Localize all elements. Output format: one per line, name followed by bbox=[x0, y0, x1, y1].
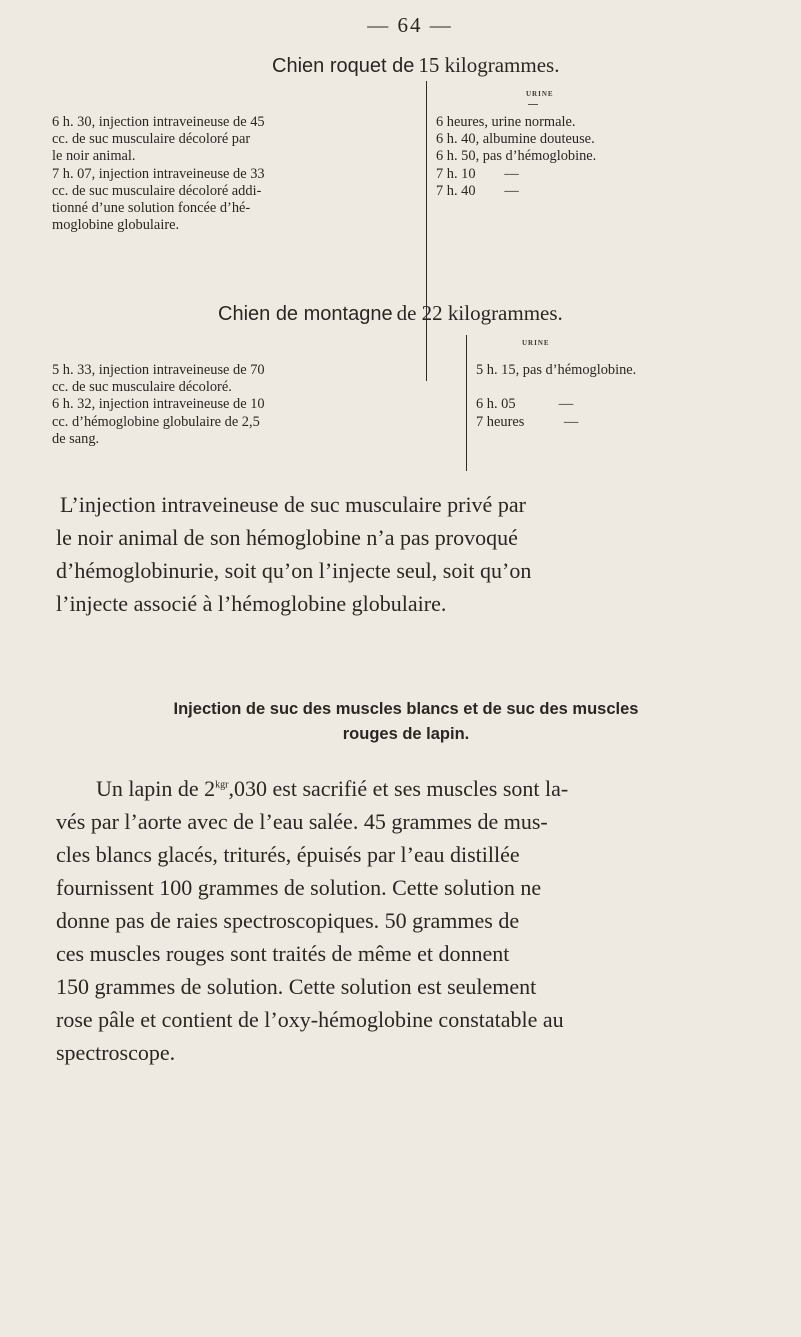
paragraph-line: 150 grammes de solution. Cette solution est seulement bbox=[56, 974, 537, 999]
section-heading-line: rouges de lapin. bbox=[342, 725, 470, 743]
table1-title bbox=[272, 53, 559, 78]
table2-left-line: 5 h. 33, injection intraveineuse de 70 bbox=[52, 362, 265, 378]
table2-right-line: 6 h. 05 — bbox=[476, 396, 574, 413]
paragraph-first-line bbox=[56, 772, 756, 805]
paragraph-line: cles blancs glacés, triturés, épuisés par l’eau distillée bbox=[56, 842, 520, 867]
table1-right-line: 6 heures, urine normale. bbox=[436, 114, 576, 130]
table2-title bbox=[218, 301, 563, 326]
table1-left-line: cc. de suc musculaire décoloré par bbox=[52, 131, 251, 148]
table1-right-line: 6 h. 50, pas d’hémoglobine. bbox=[436, 148, 597, 165]
table2-right-line bbox=[476, 379, 636, 396]
table1-left-line: tionné d’une solution foncée d’hé- bbox=[52, 200, 251, 217]
text-fragment: Un lapin de 2 bbox=[96, 776, 216, 801]
table1-column-divider bbox=[426, 81, 427, 381]
table1-left-line: 7 h. 07, injection intraveineuse de 33 bbox=[52, 165, 265, 182]
table1-title-weight: 15 kilogrammes. bbox=[418, 53, 560, 77]
text-fragment: ,030 est sacrifié et ses muscles sont la- bbox=[228, 776, 569, 801]
paragraph-conclusion bbox=[56, 488, 756, 620]
table2-left-line: 6 h. 32, injection intraveineuse de 10 bbox=[52, 396, 265, 413]
table2-title-weight: de 22 kilogrammes. bbox=[396, 301, 563, 325]
table1-right-line: 7 h. 40 — bbox=[436, 182, 519, 199]
table1-title-dog: Chien roquet de bbox=[272, 55, 415, 77]
table1-left-column bbox=[52, 114, 265, 234]
paragraph-line: ces muscles rouges sont traités de même et donnent bbox=[56, 941, 510, 966]
table2-right-column bbox=[476, 362, 636, 431]
table1-right-line: 7 h. 10 — bbox=[436, 165, 519, 182]
paragraph-line: rose pâle et contient de l’oxy-hémoglobine constatable au bbox=[56, 1007, 564, 1032]
paragraph-line: l’injecte associé à l’hémoglobine globulaire. bbox=[56, 591, 447, 616]
paragraph-line: spectroscope. bbox=[56, 1040, 176, 1065]
table2-left-line: de sang. bbox=[52, 430, 100, 447]
paragraph-experiment bbox=[56, 772, 756, 1069]
table1-header-dash bbox=[528, 104, 538, 105]
paragraph-line: L’injection intraveineuse de suc musculaire privé par bbox=[60, 492, 526, 517]
table1-right-column bbox=[436, 114, 596, 200]
table2-right-line: 5 h. 15, pas d’hémoglobine. bbox=[476, 362, 637, 378]
table1-left-line: le noir animal. bbox=[52, 148, 136, 165]
table2-left-line: cc. de suc musculaire décoloré. bbox=[52, 379, 232, 396]
table2-urine-header: URINE bbox=[522, 339, 550, 347]
paragraph-line: vés par l’aorte avec de l’eau salée. 45 grammes de mus- bbox=[56, 809, 548, 834]
section-heading-line: Injection de suc des muscles blancs et de suc des muscles bbox=[173, 700, 639, 718]
table2-column-divider bbox=[466, 366, 467, 471]
table1-urine-header: URINE bbox=[526, 90, 554, 98]
paragraph-line: donne pas de raies spectroscopiques. 50 grammes de bbox=[56, 908, 520, 933]
section-heading bbox=[56, 697, 756, 747]
table1-right-line: 6 h. 40, albumine douteuse. bbox=[436, 131, 595, 148]
unit-superscript: kgr bbox=[215, 779, 229, 791]
table1-left-line: moglobine globulaire. bbox=[52, 217, 180, 234]
paragraph-line: d’hémoglobinurie, soit qu’on l’injecte seul, soit qu’on bbox=[56, 558, 532, 583]
paragraph-line: fournissent 100 grammes de solution. Cette solution ne bbox=[56, 875, 542, 900]
table1-left-line: 6 h. 30, injection intraveineuse de 45 bbox=[52, 114, 265, 130]
table1-left-line: cc. de suc musculaire décoloré addi- bbox=[52, 182, 262, 199]
table2-left-column bbox=[52, 362, 265, 448]
page-number: — 64 — bbox=[367, 13, 453, 37]
table2-left-line: cc. d’hémoglobine globulaire de 2,5 bbox=[52, 413, 260, 430]
paragraph-line: le noir animal de son hémoglobine n’a pas provoqué bbox=[56, 525, 518, 550]
table2-title-dog: Chien de montagne bbox=[218, 303, 393, 325]
table2-right-line: 7 heures — bbox=[476, 413, 579, 430]
